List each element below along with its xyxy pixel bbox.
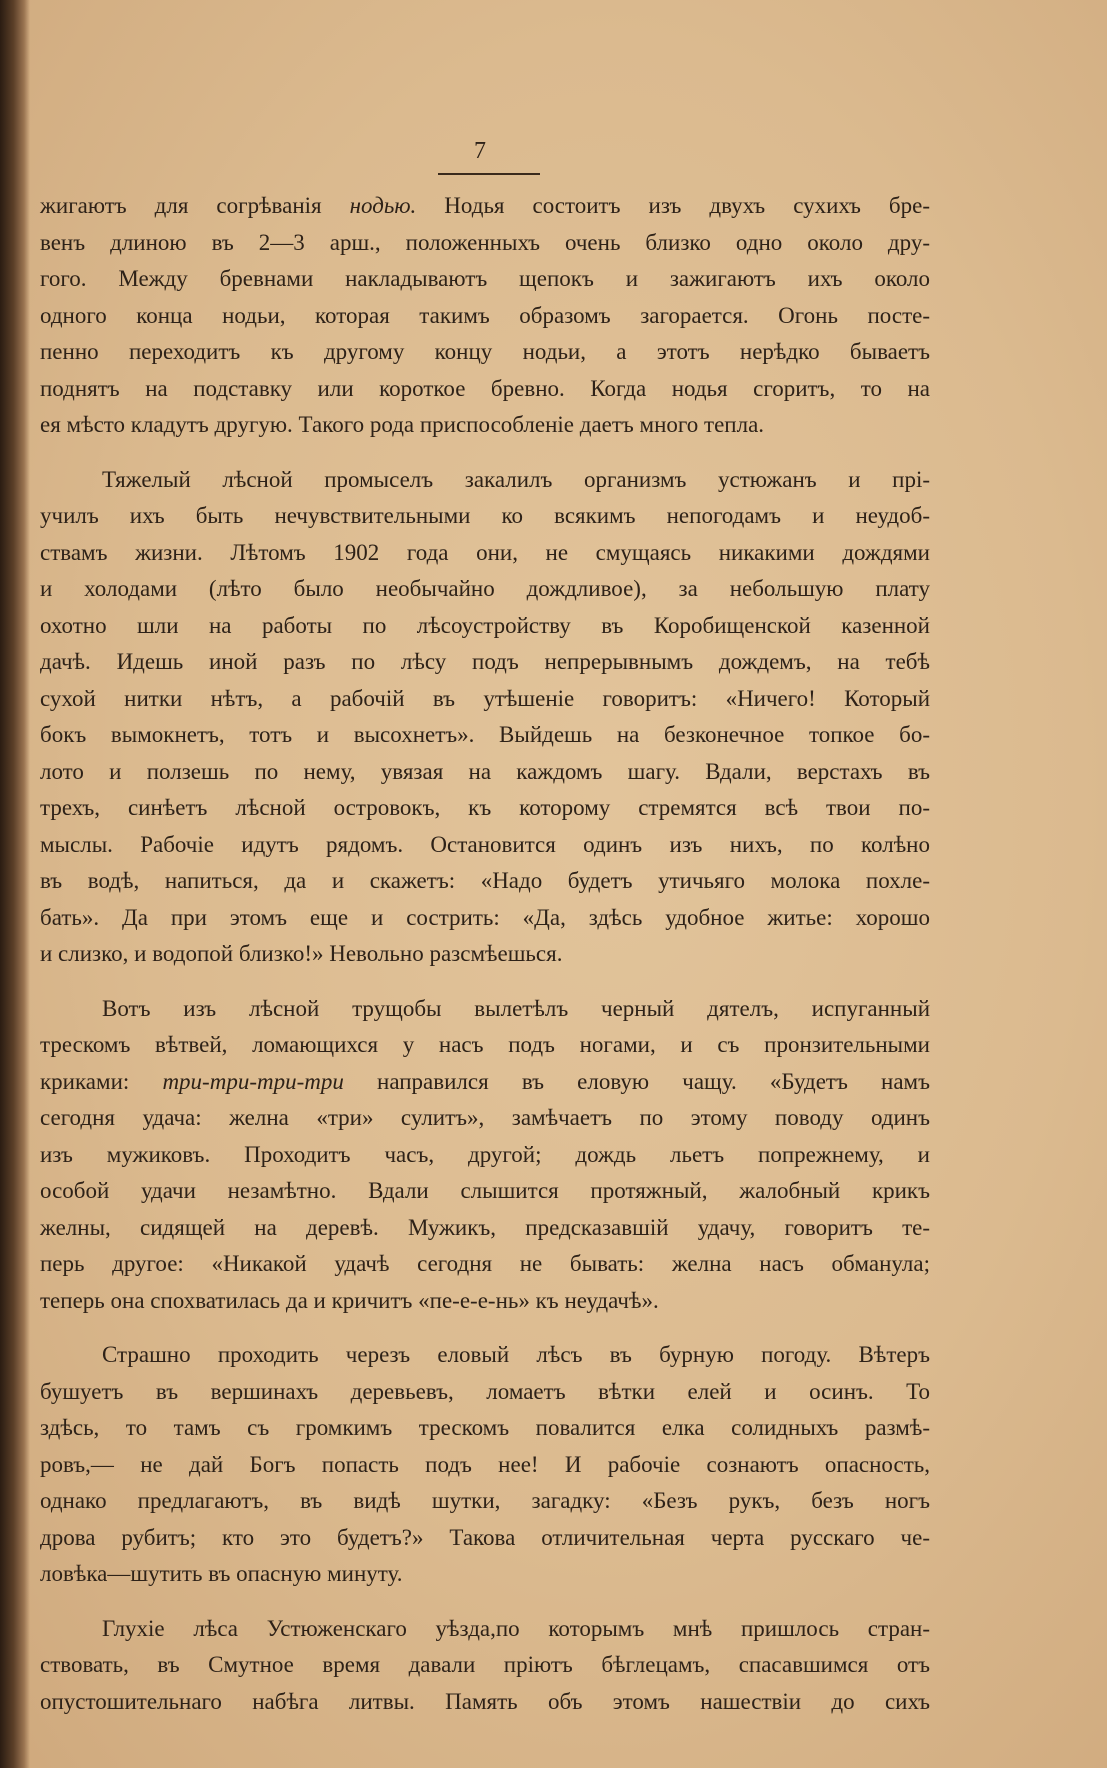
text-line: однако предлагаютъ, въ видѣ шутки, загадку: «Безъ рукъ, безъ ногъ bbox=[40, 1488, 930, 1513]
text-line: дачѣ. Идешь иной разъ по лѣсу подъ непрерывнымъ дождемъ, на тебѣ bbox=[40, 649, 930, 674]
text-line: ловѣка—шутить въ опасную минуту. bbox=[40, 1561, 403, 1586]
text-line: мыслы. Рабочіе идутъ рядомъ. Остановится одинъ изъ нихъ, по колѣно bbox=[40, 831, 930, 857]
text-line: въ водѣ, напиться, да и скажетъ: «Надо будетъ утичьяго молока похле- bbox=[40, 868, 930, 893]
text-line: Вотъ изъ лѣсной трущобы вылетѣлъ черный дятелъ, испуганный bbox=[102, 995, 930, 1021]
text-line: училъ ихъ быть нечувствительными ко всякимъ непогодамъ и неудоб- bbox=[40, 503, 930, 528]
text-line: Глухіе лѣса Устюженскаго уѣзда,по которымъ мнѣ пришлось стран- bbox=[102, 1615, 930, 1641]
paragraph-gap bbox=[40, 1593, 930, 1611]
text-line: сухой нитки нѣтъ, а рабочій въ утѣшеніе говоритъ: «Ничего! Который bbox=[40, 685, 930, 711]
text-line: сегодня удача: желна «три» сулитъ», замѣчаетъ по этому поводу одинъ bbox=[40, 1105, 930, 1130]
text-line: одного конца нодьи, которая такимъ образомъ загорается. Огонь посте- bbox=[40, 302, 930, 328]
text-line: ствовать, въ Смутное время давали пріютъ бѣглецамъ, спасавшимся отъ bbox=[40, 1652, 930, 1677]
text-line: гого. Между бревнами накладываютъ щепокъ и зажигаютъ ихъ около bbox=[40, 266, 930, 291]
text-line: особой удачи незамѣтно. Вдали слышится протяжный, жалобный крикъ bbox=[40, 1178, 930, 1203]
body-text bbox=[40, 188, 930, 1720]
text-span: криками: bbox=[40, 1068, 163, 1094]
text-line: и холодами (лѣто было необычайно дождливое), за небольшую плату bbox=[40, 576, 930, 601]
text-line: теперь она спохватилась да и кричитъ «пе-е-е-нь» къ неудачѣ». bbox=[40, 1287, 659, 1313]
book-binding-edge bbox=[0, 0, 30, 1768]
paragraph bbox=[40, 462, 930, 973]
paragraph-gap bbox=[40, 973, 930, 991]
paragraph bbox=[40, 991, 930, 1320]
text-span: направился въ еловую чащу. «Будетъ намъ bbox=[343, 1068, 930, 1094]
page-number: 7 bbox=[474, 138, 486, 164]
paragraph bbox=[40, 1611, 930, 1721]
text-span: Нодья состоитъ изъ двухъ сухихъ бре- bbox=[416, 193, 930, 218]
text-line: ствамъ жизни. Лѣтомъ 1902 года они, не смущаясь никакими дождями bbox=[40, 539, 930, 565]
text-line: ровъ,— не дай Богъ попасть подъ нее! И рабочіе сознаютъ опасность, bbox=[40, 1451, 930, 1477]
text-line: охотно шли на работы по лѣсоустройству въ Коробищенской казенной bbox=[40, 612, 930, 638]
text-line: бушуетъ въ вершинахъ деревьевъ, ломаетъ вѣтки елей и осинъ. То bbox=[40, 1378, 930, 1404]
text-line: Тяжелый лѣсной промыселъ закалилъ организмъ устюжанъ и прі- bbox=[102, 466, 930, 492]
text-line: лото и ползешь по нему, увязая на каждомъ шагу. Вдали, верстахъ въ bbox=[40, 758, 930, 784]
text-line: бать». Да при этомъ еще и сострить: «Да, здѣсь удобное житье: хорошо bbox=[40, 904, 930, 930]
text-line: пенно переходитъ къ другому концу нодьи, а этотъ нерѣдко бываетъ bbox=[40, 339, 930, 364]
text-line: перь другое: «Никакой удачѣ сегодня не бывать: желна насъ обманула; bbox=[40, 1251, 930, 1276]
text-line bbox=[40, 188, 930, 225]
italic-term: нодью. bbox=[349, 193, 417, 218]
text-line: Страшно проходить черезъ еловый лѣсъ въ бурную погоду. Вѣтеръ bbox=[102, 1342, 930, 1367]
text-line: венъ длиною въ 2—3 арш., положенныхъ очень близко одно около дру- bbox=[40, 229, 930, 255]
text-line: трескомъ вѣтвей, ломающихся у насъ подъ ногами, и съ пронзительными bbox=[40, 1032, 930, 1057]
text-line: бокъ вымокнетъ, тотъ и высохнетъ». Выйдешь на безконечное топкое бо- bbox=[40, 722, 930, 747]
paragraph-gap bbox=[40, 1319, 930, 1337]
text-span: жигаютъ для согрѣванія bbox=[40, 193, 350, 218]
text-line: изъ мужиковъ. Проходитъ часъ, другой; дождь льетъ попрежнему, и bbox=[40, 1141, 930, 1167]
text-line: опустошительнаго набѣга литвы. Память объ этомъ нашествіи до сихъ bbox=[40, 1688, 930, 1714]
text-line: и слизко, и водопой близко!» Невольно разсмѣешься. bbox=[40, 941, 563, 966]
paragraph bbox=[40, 188, 930, 444]
text-line: трехъ, синѣетъ лѣсной островокъ, къ которому стремятся всѣ твои по- bbox=[40, 795, 930, 820]
header-rule bbox=[438, 173, 540, 175]
italic-term: три-три-три-три bbox=[162, 1068, 344, 1094]
paragraph bbox=[40, 1337, 930, 1593]
text-line: здѣсь, то тамъ съ громкимъ трескомъ повалится елка солидныхъ размѣ- bbox=[40, 1415, 930, 1440]
text-line: дрова рубитъ; кто это будетъ?» Такова отличительная черта русскаго че- bbox=[40, 1524, 930, 1550]
text-line: поднятъ на подставку или короткое бревно. Когда нодья сгоритъ, то на bbox=[40, 375, 930, 401]
text-line: желны, сидящей на деревѣ. Мужикъ, предсказавшій удачу, говоритъ те- bbox=[40, 1214, 930, 1240]
paragraph-gap bbox=[40, 444, 930, 462]
text-line bbox=[40, 1064, 930, 1101]
text-line: ея мѣсто кладутъ другую. Такого рода приспособленіе даетъ много тепла. bbox=[40, 412, 765, 437]
